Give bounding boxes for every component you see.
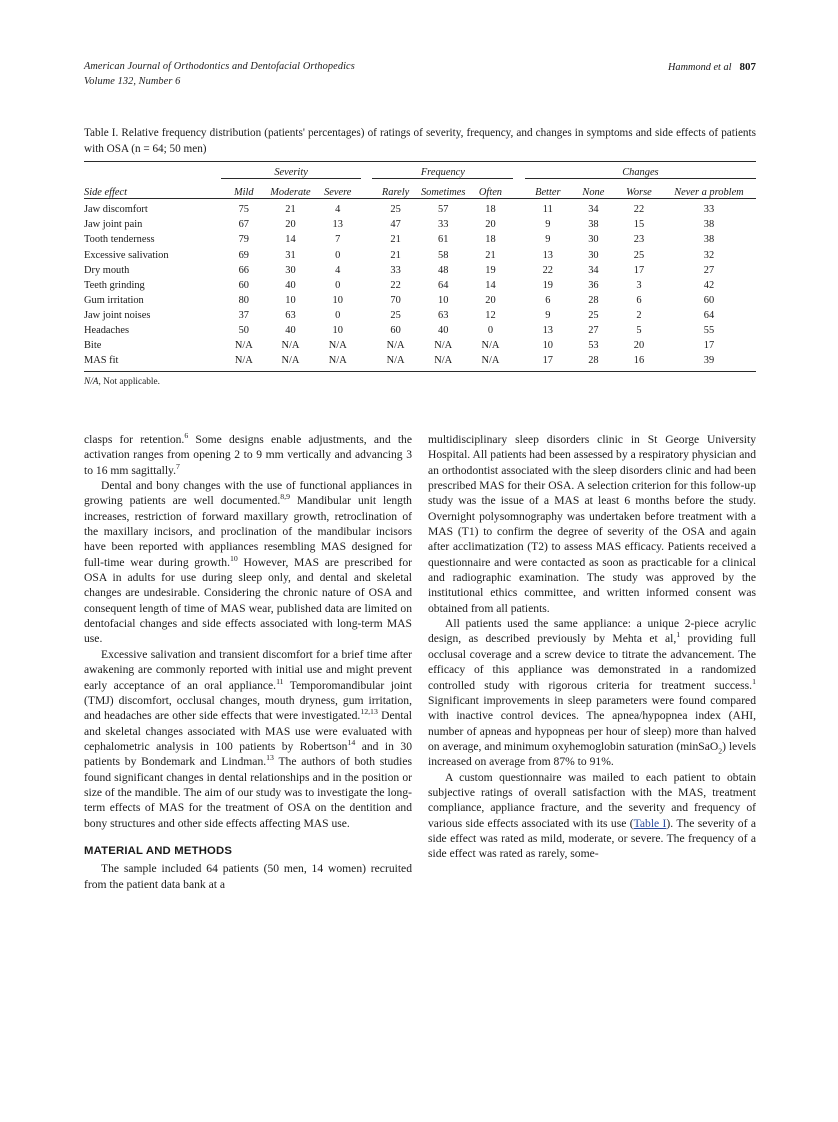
cell-never-a-problem: 42 xyxy=(703,279,715,291)
table-label: Table I. xyxy=(84,127,119,139)
page-number: 807 xyxy=(739,61,756,73)
para-text: Significant improvements in sleep parameters were found compared with inactive control devices. The apnea/hypopnea index (AHI, number of apneas and hypopneas per hour of sleep) more than halved on average, and minimum oxyhemoglobin saturation (minSaO xyxy=(428,693,756,753)
body-column-right xyxy=(428,432,756,862)
citation-ref: 1 xyxy=(752,676,756,686)
table-row xyxy=(84,232,756,247)
side-effects-table xyxy=(84,161,756,372)
header-gap-1 xyxy=(361,179,373,199)
table-row xyxy=(84,199,756,217)
cell-moderate: 10 xyxy=(285,294,296,306)
citation-ref: 12,13 xyxy=(360,707,378,717)
cell-side-effect: Teeth grinding xyxy=(84,279,145,291)
cell-none: 34 xyxy=(588,264,599,276)
paragraph-left-2 xyxy=(84,478,412,647)
para-text: All patients used the same appliance: a unique 2-piece acrylic design, as described previously by Mehta et al, xyxy=(428,617,756,646)
cell-severe: 10 xyxy=(332,324,343,336)
column-header-often: Often xyxy=(478,187,503,199)
header-gap-2 xyxy=(513,179,525,199)
cell-none: 28 xyxy=(588,294,599,306)
cell-sometimes: N/A xyxy=(434,340,453,352)
cell-moderate: N/A xyxy=(281,340,300,352)
chemical-subscript: 2 xyxy=(718,746,723,756)
cell-better: 17 xyxy=(542,355,553,367)
para-text: Dental and skeletal changes associated with MAS use were evaluated with cephalometric analysis in 100 patients by Robertson xyxy=(84,709,412,753)
cell-moderate: N/A xyxy=(281,355,300,367)
citation-ref: 1 xyxy=(676,630,681,640)
cell-never-a-problem: 55 xyxy=(703,324,715,336)
para-text: Temporomandibular joint (TMJ) discomfort, occlusal changes, mouth dryness, gum irritation, and headaches are other side effects that were investigated. xyxy=(84,678,412,723)
group-header-severity: Severity xyxy=(221,162,360,179)
cell-never-a-problem: 32 xyxy=(703,249,715,261)
cell-rarely: 25 xyxy=(390,204,401,216)
cell-rarely: N/A xyxy=(386,355,405,367)
cell-sometimes: 64 xyxy=(438,279,449,291)
cell-sometimes: N/A xyxy=(434,355,453,367)
column-header-better: Better xyxy=(535,187,561,199)
cell-side-effect: Jaw discomfort xyxy=(84,204,148,216)
cell-severe: 10 xyxy=(332,294,343,306)
table-body xyxy=(84,199,756,372)
cell-never-a-problem: 27 xyxy=(703,264,715,276)
para-text: providing full occlusal coverage and a screw device to titrate the advancement. The efficacy of this appliance was demonstrated in a randomized controlled study with rigorous criteria for treatment success. xyxy=(428,632,757,692)
cell-mild: N/A xyxy=(234,355,253,367)
table-1-block xyxy=(84,126,756,389)
cell-side-effect: Gum irritation xyxy=(84,294,144,306)
cell-none: 30 xyxy=(588,234,599,246)
cell-gap xyxy=(513,278,525,293)
cell-worse: 25 xyxy=(633,249,645,261)
cell-gap xyxy=(513,323,525,338)
cell-better: 19 xyxy=(542,279,553,291)
cell-worse: 15 xyxy=(633,219,645,231)
cell-none: 25 xyxy=(588,309,599,321)
table-column-header-row xyxy=(84,179,756,199)
para-text: Some designs enable adjustments, and the activation ranges from opening 2 to 9 mm vertically and advancing 3 to 16 mm sagittally. xyxy=(84,433,412,477)
cell-sometimes: 10 xyxy=(438,294,449,306)
cell-moderate: 14 xyxy=(285,234,296,246)
cell-mild: 50 xyxy=(238,324,249,336)
cell-sometimes: 61 xyxy=(438,234,449,246)
cell-gap xyxy=(513,263,525,278)
table-row xyxy=(84,217,756,232)
cell-none: 34 xyxy=(588,204,599,216)
cell-rarely: 21 xyxy=(390,249,401,261)
cell-severe: 4 xyxy=(335,264,341,276)
cell-moderate: 31 xyxy=(285,249,296,261)
table-group-header-row xyxy=(84,162,756,179)
cell-better: 9 xyxy=(545,309,551,321)
table-footnote xyxy=(84,376,756,389)
citation-ref: 10 xyxy=(230,553,238,563)
cell-mild: 37 xyxy=(238,309,249,321)
paragraph-left-3 xyxy=(84,647,412,831)
cell-mild: 67 xyxy=(238,219,249,231)
cell-severe: 0 xyxy=(335,249,341,261)
para-text: Excessive salivation and transient discomfort for a brief time after awakening are commonly reported with initial use and might prevent early acceptance of an oral appliance. xyxy=(84,647,412,692)
cell-worse: 20 xyxy=(633,340,645,352)
cell-gap xyxy=(361,308,373,323)
citation-ref: 8,9 xyxy=(280,492,290,502)
para-text: Mandibular unit length increases, restriction of forward maxillary growth, retroclination of the maxillary incisors, and proclination of the mandibular incisors have been reported with appliances resembling MAS designed for full-time wear during growth. xyxy=(84,494,412,569)
cell-rarely: N/A xyxy=(386,340,405,352)
cell-mild: 80 xyxy=(238,294,249,306)
cell-worse: 2 xyxy=(636,309,642,321)
cell-gap xyxy=(513,247,525,262)
volume-issue: Volume 132, Number 6 xyxy=(84,75,181,87)
section-heading-material-and-methods: MATERIAL AND METHODS xyxy=(84,844,233,857)
citation-ref: 13 xyxy=(266,753,274,763)
cell-gap xyxy=(361,247,373,262)
cell-none: 38 xyxy=(588,219,599,231)
cell-better: 6 xyxy=(545,294,551,306)
cell-gap xyxy=(513,217,525,232)
para-text: However, MAS are prescribed for OSA in adults for use during sleep only, and dental and skeletal changes are undesirable. Considering the chronic nature of OSA and consequent length of time of MAS wear, published data are limited on dentofacial changes and side effects associated with long-term MAS use. xyxy=(84,555,412,646)
footnote-text: Not applicable. xyxy=(100,377,160,388)
cell-moderate: 63 xyxy=(285,309,296,321)
cell-often: N/A xyxy=(481,340,500,352)
cell-sometimes: 33 xyxy=(438,219,449,231)
paragraph-left-4: The sample included 64 patients (50 men, 14 women) recruited from the patient data bank at a xyxy=(84,862,412,891)
cell-better: 9 xyxy=(545,219,551,231)
cell-side-effect: Jaw joint pain xyxy=(84,219,143,231)
cell-side-effect: MAS fit xyxy=(84,355,119,367)
cell-moderate: 40 xyxy=(285,279,296,291)
cell-never-a-problem: 60 xyxy=(703,294,715,306)
cell-worse: 16 xyxy=(633,355,645,367)
cell-gap xyxy=(361,338,373,353)
running-head xyxy=(84,60,756,94)
cell-side-effect: Excessive salivation xyxy=(84,249,169,261)
para-text: Dental and bony changes with the use of functional appliances in growing patients are well documented. xyxy=(84,479,412,508)
cell-rarely: 70 xyxy=(390,294,401,306)
cell-often: 18 xyxy=(485,234,496,246)
table-row xyxy=(84,263,756,278)
journal-title: American Journal of Orthodontics and Dentofacial Orthopedics xyxy=(84,61,355,72)
cell-better: 13 xyxy=(542,324,553,336)
cell-sometimes: 58 xyxy=(438,249,449,261)
group-gap-1 xyxy=(361,162,373,179)
cell-better: 22 xyxy=(542,264,553,276)
cell-mild: 79 xyxy=(238,234,249,246)
cell-better: 9 xyxy=(545,234,551,246)
group-gap-2 xyxy=(513,162,525,179)
cell-never-a-problem: 64 xyxy=(703,309,715,321)
table-head xyxy=(84,162,756,200)
cell-severe: 4 xyxy=(335,204,341,216)
cell-never-a-problem: 17 xyxy=(703,340,715,352)
group-header-frequency: Frequency xyxy=(372,162,513,179)
cell-better: 10 xyxy=(542,340,553,352)
cell-often: 18 xyxy=(485,204,496,216)
table-foot xyxy=(84,372,756,373)
cell-often: N/A xyxy=(481,355,500,367)
cell-severe: 0 xyxy=(335,309,341,321)
cell-worse: 6 xyxy=(636,294,642,306)
table-row xyxy=(84,293,756,308)
cell-gap xyxy=(361,323,373,338)
cell-severe: N/A xyxy=(328,355,347,367)
table-row xyxy=(84,338,756,353)
cell-sometimes: 57 xyxy=(438,204,449,216)
citation-ref: 14 xyxy=(347,738,356,748)
cell-side-effect: Headaches xyxy=(84,324,129,336)
para-text: ) levels increased on average from 87% to 91%. xyxy=(428,739,756,769)
table-caption-text: Relative frequency distribution (patients' percentages) of ratings of severity, frequency, and changes in symptoms and side effects of patients with OSA (n = 64; 50 men) xyxy=(84,127,756,155)
table-row xyxy=(84,308,756,323)
cell-gap xyxy=(361,263,373,278)
cell-often: 0 xyxy=(487,324,494,336)
cell-gap xyxy=(513,199,525,217)
column-header-mild: Mild xyxy=(234,187,254,199)
cell-side-effect: Jaw joint noises xyxy=(84,309,151,321)
cell-mild: N/A xyxy=(234,340,253,352)
cell-gap xyxy=(513,338,525,353)
cell-none: 30 xyxy=(588,249,599,261)
table-bottom-rule xyxy=(84,372,756,373)
group-header-blank xyxy=(84,162,221,179)
cell-none: 28 xyxy=(588,355,599,367)
cell-rarely: 47 xyxy=(390,219,401,231)
cell-never-a-problem: 39 xyxy=(703,355,715,367)
cell-gap xyxy=(513,353,525,372)
cell-gap xyxy=(361,278,373,293)
cell-often: 12 xyxy=(485,309,496,321)
cell-sometimes: 40 xyxy=(438,324,449,336)
cell-never-a-problem: 38 xyxy=(703,234,715,246)
cell-severe: 0 xyxy=(335,279,341,291)
paragraph-right-2 xyxy=(428,616,756,769)
cell-none: 53 xyxy=(588,340,599,352)
cell-moderate: 40 xyxy=(285,324,296,336)
cell-worse: 5 xyxy=(636,324,642,336)
cell-better: 11 xyxy=(542,204,553,216)
column-header-severe: Severe xyxy=(324,187,352,199)
cell-worse: 17 xyxy=(633,264,645,276)
author-shorttitle: Hammond et al xyxy=(668,62,732,73)
running-head-right xyxy=(668,60,756,76)
cell-often: 19 xyxy=(485,264,496,276)
cell-severe: 13 xyxy=(332,219,343,231)
para-text: A custom questionnaire was mailed to each patient to obtain subjective ratings of overall satisfaction with the MAS, treatment compliance, appliance fracture, and the severity and frequency of various side effects associated with its use ( xyxy=(428,770,756,830)
cell-gap xyxy=(361,217,373,232)
cell-gap xyxy=(361,293,373,308)
para-text: and in 30 patients by Bondemark and Lindman. xyxy=(84,739,412,769)
cell-rarely: 21 xyxy=(390,234,401,246)
cell-moderate: 21 xyxy=(285,204,296,216)
cell-none: 27 xyxy=(588,324,599,336)
body-column-left xyxy=(84,432,412,892)
column-header-side-effect: Side effect xyxy=(84,187,127,199)
citation-ref: 7 xyxy=(176,461,180,471)
para-text: The authors of both studies found significant changes in dental relationships and in the position or size of the mandible. The aim of our study was to investigate the long-term effects of MAS for the treatment of OSA on the dentition and bony structures and other side effects affecting MAS use. xyxy=(84,755,412,830)
column-header-sometimes: Sometimes xyxy=(420,187,466,199)
column-header-rarely: Rarely xyxy=(381,187,410,199)
cell-rarely: 22 xyxy=(390,279,401,291)
cell-worse: 23 xyxy=(633,234,645,246)
cell-often: 14 xyxy=(485,279,496,291)
column-header-moderate: Moderate xyxy=(270,187,311,199)
cell-worse: 22 xyxy=(633,204,645,216)
running-head-left xyxy=(84,60,355,89)
cell-rarely: 60 xyxy=(390,324,401,336)
column-header-worse: Worse xyxy=(626,187,652,199)
cell-rarely: 33 xyxy=(390,264,401,276)
table-row xyxy=(84,278,756,293)
cell-severe: 7 xyxy=(335,234,341,246)
cell-mild: 75 xyxy=(238,204,249,216)
cell-mild: 66 xyxy=(238,264,249,276)
cell-moderate: 20 xyxy=(285,219,296,231)
cell-often: 20 xyxy=(485,219,496,231)
cell-none: 36 xyxy=(588,279,599,291)
cell-mild: 60 xyxy=(238,279,249,291)
cell-often: 21 xyxy=(485,249,496,261)
table-row xyxy=(84,247,756,262)
paragraph-right-3 xyxy=(428,770,756,862)
cell-never-a-problem: 38 xyxy=(703,219,715,231)
cell-better: 13 xyxy=(542,249,553,261)
cell-gap xyxy=(513,232,525,247)
cell-side-effect: Dry mouth xyxy=(84,264,130,276)
cell-mild: 69 xyxy=(238,249,249,261)
cell-gap xyxy=(361,353,373,372)
cell-sometimes: 63 xyxy=(438,309,449,321)
group-header-changes: Changes xyxy=(525,162,756,179)
cell-often: 20 xyxy=(485,294,496,306)
cell-gap xyxy=(513,293,525,308)
paragraph-right-1: multidisciplinary sleep disorders clinic in St George University Hospital. All patients had been assessed by a respiratory physician and an orthodontist associated with the sleep disorders clinic and had been prescribed MAS for their OSA. A selection criterion for this follow-up study was the issue of a MAS at least 6 months before the study. Overnight polysomnography was undertaken before treatment with a MAS (T1) to confirm the degree of severity of the OSA and again after acclimatization (T2) to assess MAS efficacy. Patients received a questionnaire and were contacted as soon as practicable for a clinical and radiographic examination. The study was approved by the institutional ethics committee, and written informed consent was obtained from all patients. xyxy=(428,433,756,615)
table-row xyxy=(84,323,756,338)
column-header-none: None xyxy=(582,187,605,199)
citation-ref: 6 xyxy=(184,431,189,441)
table-caption xyxy=(84,126,756,157)
cell-gap xyxy=(361,232,373,247)
column-header-never-a-problem: Never a problem xyxy=(674,187,744,199)
cell-severe: N/A xyxy=(328,340,347,352)
cell-side-effect: Bite xyxy=(84,340,102,352)
cell-side-effect: Tooth tenderness xyxy=(84,234,155,246)
citation-ref: 11 xyxy=(276,676,284,686)
cell-never-a-problem: 33 xyxy=(703,204,715,216)
cell-rarely: 25 xyxy=(390,309,401,321)
para-text: clasps for retention. xyxy=(84,433,185,446)
table-row xyxy=(84,353,756,372)
cell-moderate: 30 xyxy=(285,264,296,276)
cell-gap xyxy=(361,199,373,217)
cell-worse: 3 xyxy=(636,279,642,291)
cell-gap xyxy=(513,308,525,323)
table-1-crossref-link[interactable]: Table I xyxy=(633,816,667,830)
paragraph-left-1 xyxy=(84,432,412,478)
cell-sometimes: 48 xyxy=(438,264,449,276)
para-text: ). The severity of a side effect was rated as mild, moderate, or severe. The frequency of a side effect was rated as rarely, some- xyxy=(428,816,756,861)
footnote-abbr: N/A, xyxy=(84,377,101,388)
